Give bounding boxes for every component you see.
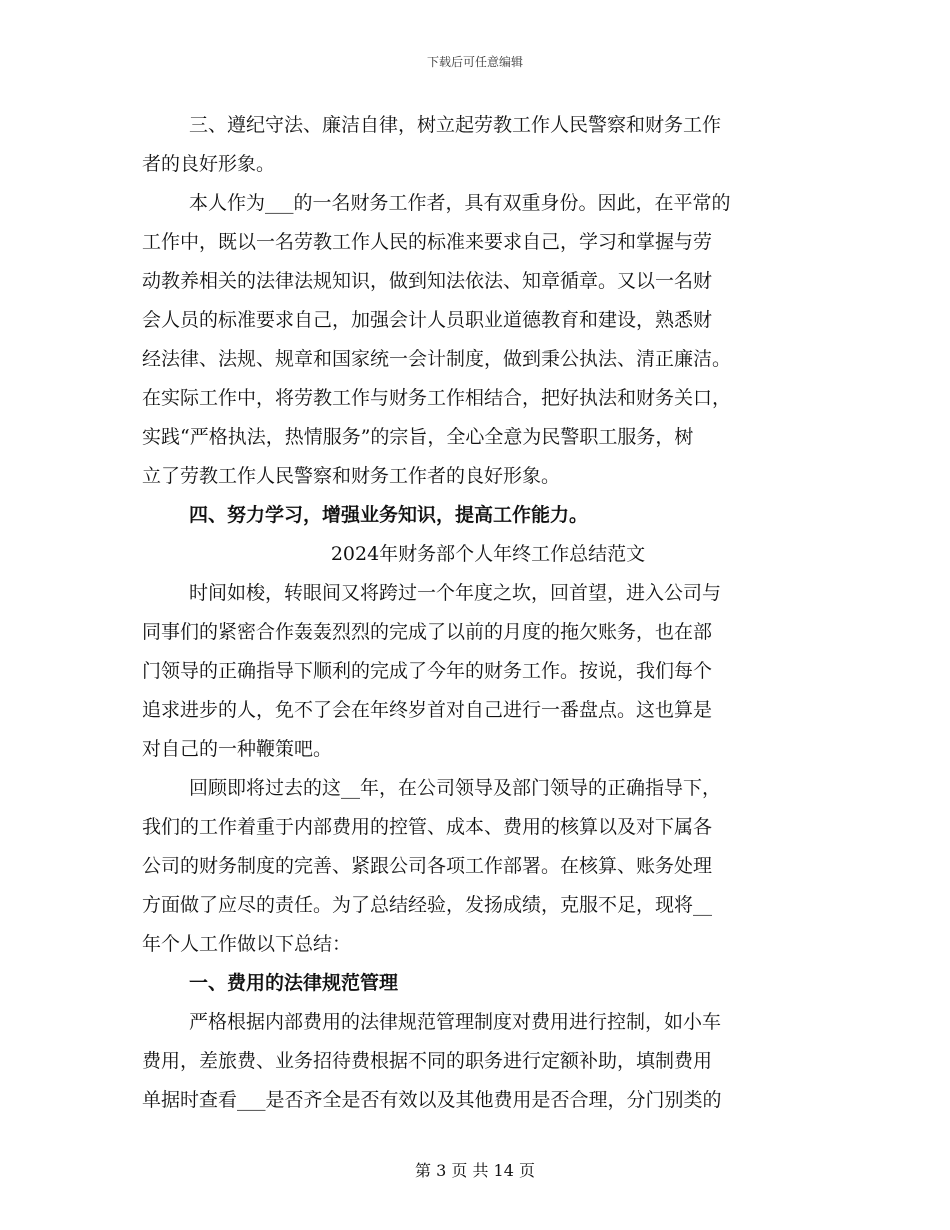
text-line: 三、遵纪守法、廉洁自律，树立起劳教工作人民警察和财务工作 (189, 114, 722, 136)
header-note: 下载后可任意编辑 (426, 55, 523, 69)
text-line: 单据时查看___是否齐全是否有效以及其他费用是否合理，分门别类的 (142, 1089, 722, 1111)
text-line: 立了劳教工作人民警察和财务工作者的良好形象。 (142, 465, 561, 487)
text-line: 公司的财务制度的完善、紧跟公司各项工作部署。在核算、账务处理 (142, 855, 713, 877)
text-line: 严格根据内部费用的法律规范管理制度对费用进行控制，如小车 (189, 1011, 722, 1033)
text-line: 费用，差旅费、业务招待费根据不同的职务进行定额补助，填制费用 (142, 1050, 713, 1072)
text-line: 本人作为___的一名财务工作者，具有双重身份。因此，在平常的 (189, 192, 731, 214)
text-line: 方面做了应尽的责任。为了总结经验，发扬成绩，克服不足，现将__ (142, 894, 713, 916)
document-title: 2024年财务部个人年终工作总结范文 (330, 543, 646, 565)
text-line: 回顾即将过去的这__年，在公司领导及部门领导的正确指导下， (189, 777, 722, 799)
text-line: 在实际工作中，将劳教工作与财务工作相结合，把好执法和财务关口， (142, 387, 732, 409)
text-line: 年个人工作做以下总结： (142, 933, 352, 955)
section-heading: 一、费用的法律规范管理 (189, 972, 399, 994)
text-line: 实践“严格执法，热情服务”的宗旨，全心全意为民警职工服务，树 (142, 426, 694, 448)
text-line: 动教养相关的法律法规知识，做到知法依法、知章循章。又以一名财 (142, 270, 713, 292)
page-footer: 第 3 页 共 14 页 (415, 1161, 535, 1180)
text-line: 时间如梭，转眼间又将跨过一个年度之坎，回首望，进入公司与 (189, 582, 722, 604)
text-line: 者的良好形象。 (142, 153, 276, 175)
text-line: 我们的工作着重于内部费用的控管、成本、费用的核算以及对下属各 (142, 816, 713, 838)
text-line: 经法律、法规、规章和国家统一会计制度，做到秉公执法、清正廉洁。 (142, 348, 732, 370)
text-line: 追求进步的人，免不了会在年终岁首对自己进行一番盘点。这也算是 (142, 699, 713, 721)
text-line: 同事们的紧密合作轰轰烈烈的完成了以前的月度的拖欠账务，也在部 (142, 621, 713, 643)
text-line: 对自己的一种鞭策吧。 (142, 738, 333, 760)
text-line: 会人员的标准要求自己，加强会计人员职业道德教育和建设，熟悉财 (142, 309, 713, 331)
text-line: 工作中，既以一名劳教工作人民的标准来要求自己，学习和掌握与劳 (142, 231, 713, 253)
document-body (142, 106, 808, 1120)
text-line: 门领导的正确指导下顺利的完成了今年的财务工作。按说，我们每个 (142, 660, 713, 682)
section-heading: 四、努力学习，增强业务知识，提高工作能力。 (189, 504, 589, 526)
